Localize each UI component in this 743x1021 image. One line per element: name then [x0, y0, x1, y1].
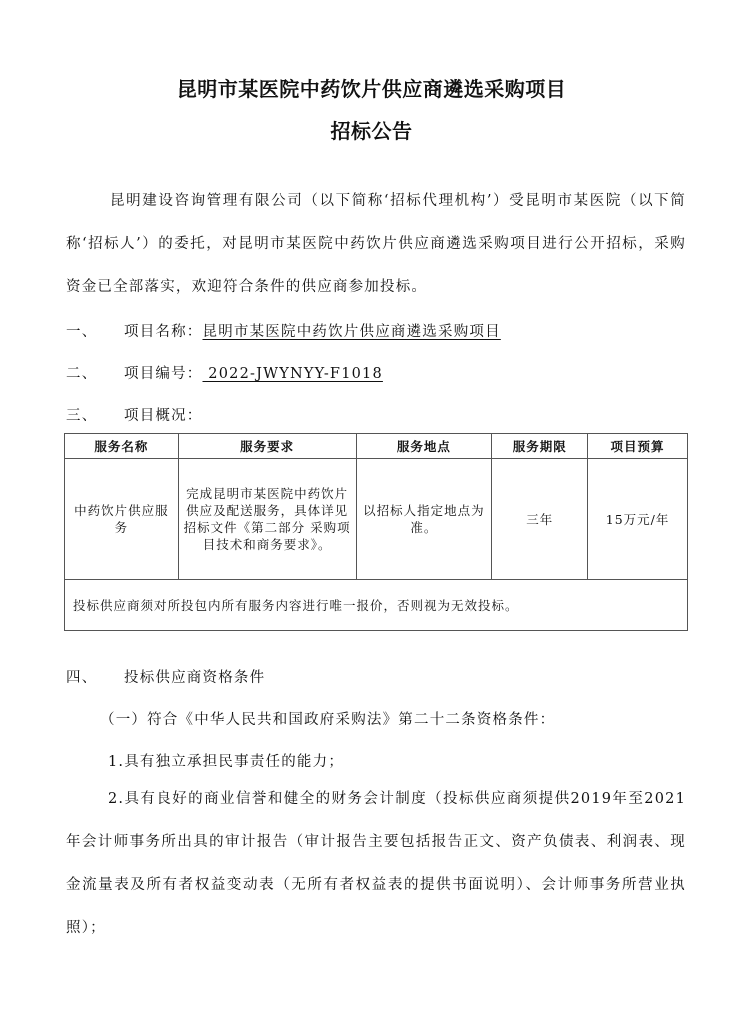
- section-label: 项目概况：: [124, 408, 203, 424]
- header-service-name: 服务名称: [65, 434, 179, 459]
- section-number: 二、: [66, 366, 98, 382]
- qualification-item-2: 2.具有良好的商业信誉和健全的财务会计制度（投标供应商须提供2019年至2021年会计师事务所出具的审计报告（审计报告主要包括报告正文、资产负债表、利润表、现金流量表及所有者权益变动表（无所有者权益表的提供书面说明）、会计师事务所营业执照）；: [66, 791, 686, 936]
- project-name-value: 昆明市某医院中药饮片供应商遴选采购项目: [202, 324, 501, 340]
- cell-project-budget: 15万元/年: [588, 459, 688, 580]
- cell-service-term: 三年: [492, 459, 588, 580]
- qualification-intro: （一）符合《中华人民共和国政府采购法》第二十二条资格条件：: [100, 712, 556, 728]
- section-number: 一、: [66, 324, 98, 340]
- intro-paragraph: 昆明建设咨询管理有限公司（以下简称‘招标代理机构’）受昆明市某医院（以下简称‘招标人’）的委托，对昆明市某医院中药饮片供应商遴选采购项目进行公开招标，采购资金已全部落实，欢迎符合条件的供应商参加投标。: [66, 193, 686, 295]
- cell-service-name: 中药饮片供应服务: [65, 459, 179, 580]
- section-project-overview: [66, 404, 203, 425]
- section-qualifications: [66, 666, 265, 687]
- document-title: 昆明市某医院中药饮片供应商遴选采购项目: [176, 77, 567, 101]
- project-overview-table: [64, 433, 688, 631]
- section-label: 项目编号：: [124, 366, 203, 382]
- qualification-item-1: 1.具有独立承担民事责任的能力；: [108, 754, 345, 770]
- project-number-value: 2022-JWYNYY-F1018: [202, 366, 383, 382]
- section-number: 三、: [66, 408, 98, 424]
- header-project-budget: 项目预算: [588, 434, 688, 459]
- header-service-term: 服务期限: [492, 434, 588, 459]
- document-subtitle: 招标公告: [330, 119, 413, 143]
- header-service-location: 服务地点: [356, 434, 492, 459]
- header-service-requirement: 服务要求: [178, 434, 356, 459]
- section-number: 四、: [66, 670, 98, 686]
- table-note: 投标供应商须对所投包内所有服务内容进行唯一报价，否则视为无效投标。: [65, 580, 688, 631]
- section-label: 项目名称：: [124, 324, 203, 340]
- section-project-number: [66, 362, 383, 383]
- cell-service-requirement: 完成昆明市某医院中药饮片供应及配送服务，具体详见招标文件《第二部分 采购项目技术和商务要求》。: [178, 459, 356, 580]
- cell-service-location: 以招标人指定地点为准。: [356, 459, 492, 580]
- section-project-name: [66, 320, 501, 341]
- section-label: 投标供应商资格条件: [124, 670, 266, 686]
